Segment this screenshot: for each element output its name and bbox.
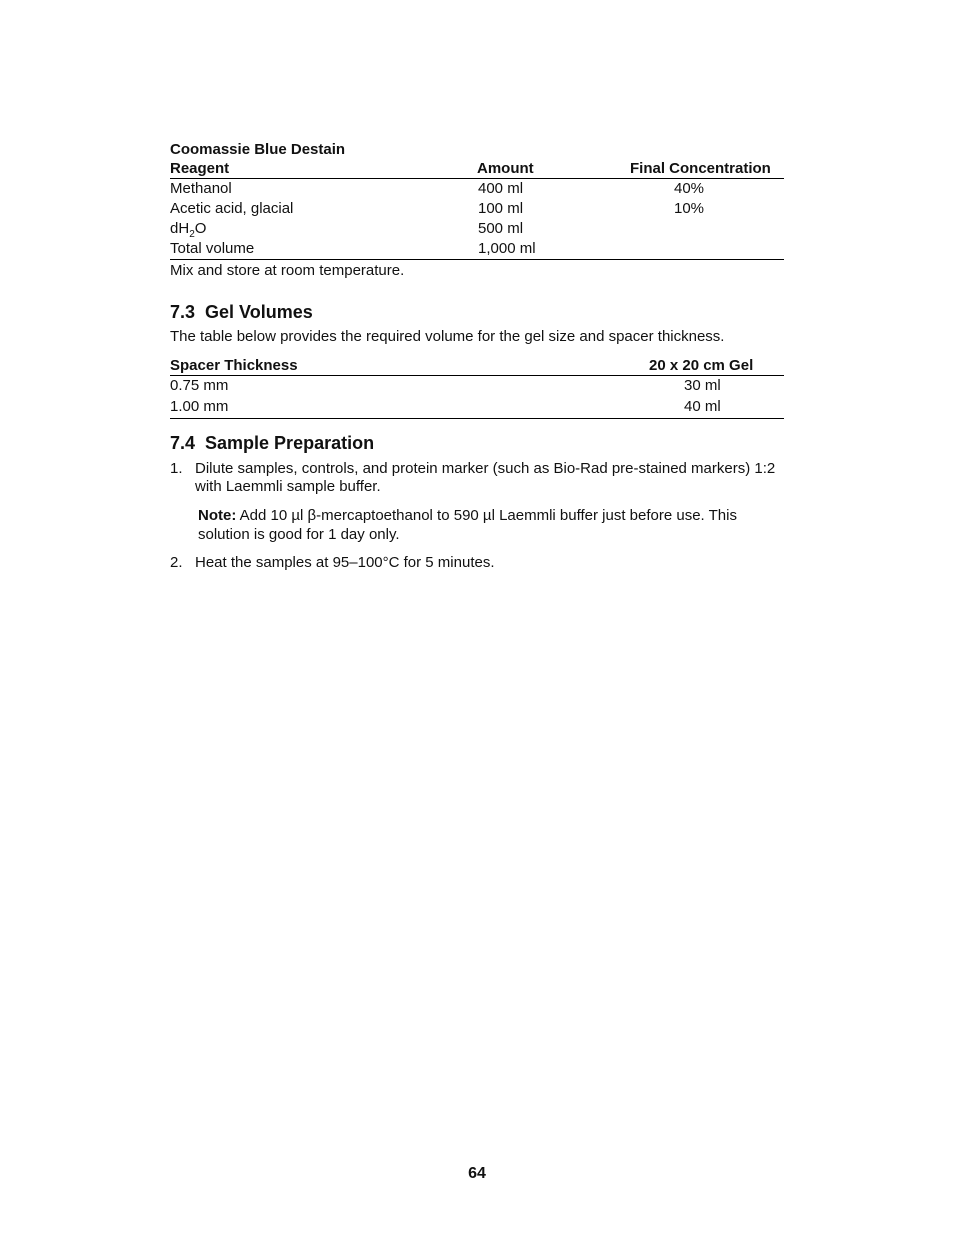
header-final-concentration: Final Concentration: [630, 160, 771, 177]
section-sample-preparation: [170, 432, 784, 572]
cell-amount: 400 ml: [478, 180, 524, 197]
cell-spacer: 1.00 mm: [170, 398, 229, 415]
table-row: [170, 376, 784, 396]
table-row: [170, 396, 784, 418]
note-text: Add 10 µl β-mercaptoethanol to 590 µl Laemmli buffer just before use. This solution is good for 1 day only.: [198, 507, 737, 543]
section-gel-volumes: [170, 301, 784, 419]
list-item: [170, 460, 784, 496]
page-number: 64: [468, 1165, 486, 1182]
cell-gel-volume: 30 ml: [684, 377, 721, 394]
destain-table-title: Coomassie Blue Destain: [170, 141, 346, 158]
list-number: 2.: [170, 554, 183, 571]
reagent-prefix: dH: [170, 220, 190, 237]
header-gel-size: 20 x 20 cm Gel: [649, 357, 754, 374]
cell-amount: 500 ml: [478, 220, 524, 237]
page-content: [170, 140, 784, 572]
destain-table-header: [170, 159, 784, 179]
table-row: [170, 239, 784, 259]
cell-reagent: Methanol: [170, 180, 232, 197]
gel-volumes-header: [170, 356, 784, 376]
destain-table-footnote: Mix and store at room temperature.: [170, 262, 405, 279]
gel-volumes-table: [170, 356, 784, 419]
list-number: 1.: [170, 460, 183, 477]
list-item: [170, 554, 784, 572]
destain-table: [170, 140, 784, 281]
list-text: Dilute samples, controls, and protein marker (such as Bio-Rad pre-stained markers) 1:2 with Laemmli sample buffer.: [195, 460, 776, 495]
table-bottom-rule: [170, 418, 784, 419]
note-label: Note:: [198, 507, 237, 524]
cell-amount: 1,000 ml: [478, 240, 536, 257]
cell-reagent: Acetic acid, glacial: [170, 200, 294, 217]
gel-volumes-intro: The table below provides the required volume for the gel size and spacer thickness.: [170, 328, 725, 345]
cell-amount: 100 ml: [478, 200, 524, 217]
table-row: [170, 199, 784, 219]
table-row: [170, 219, 784, 239]
cell-spacer: 0.75 mm: [170, 377, 229, 394]
cell-reagent: Total volume: [170, 240, 255, 257]
cell-final: 40%: [674, 180, 705, 197]
table-row: [170, 179, 784, 199]
cell-reagent: [170, 219, 478, 239]
header-spacer-thickness: Spacer Thickness: [170, 357, 298, 374]
reagent-suffix: O: [194, 220, 207, 237]
table-bottom-rule: [170, 259, 784, 260]
header-amount: Amount: [477, 160, 534, 177]
cell-final: [598, 239, 784, 259]
section-heading-gel-volumes: 7.3 Gel Volumes: [170, 302, 313, 322]
cell-final: [598, 219, 784, 239]
reagent-subscript: 2: [189, 229, 195, 240]
list-text: Heat the samples at 95–100°C for 5 minutes.: [195, 554, 495, 571]
header-reagent: Reagent: [170, 160, 230, 177]
cell-gel-volume: 40 ml: [684, 398, 721, 415]
cell-final: 10%: [674, 200, 705, 217]
note: [198, 506, 784, 544]
section-heading-sample-preparation: 7.4 Sample Preparation: [170, 433, 375, 453]
